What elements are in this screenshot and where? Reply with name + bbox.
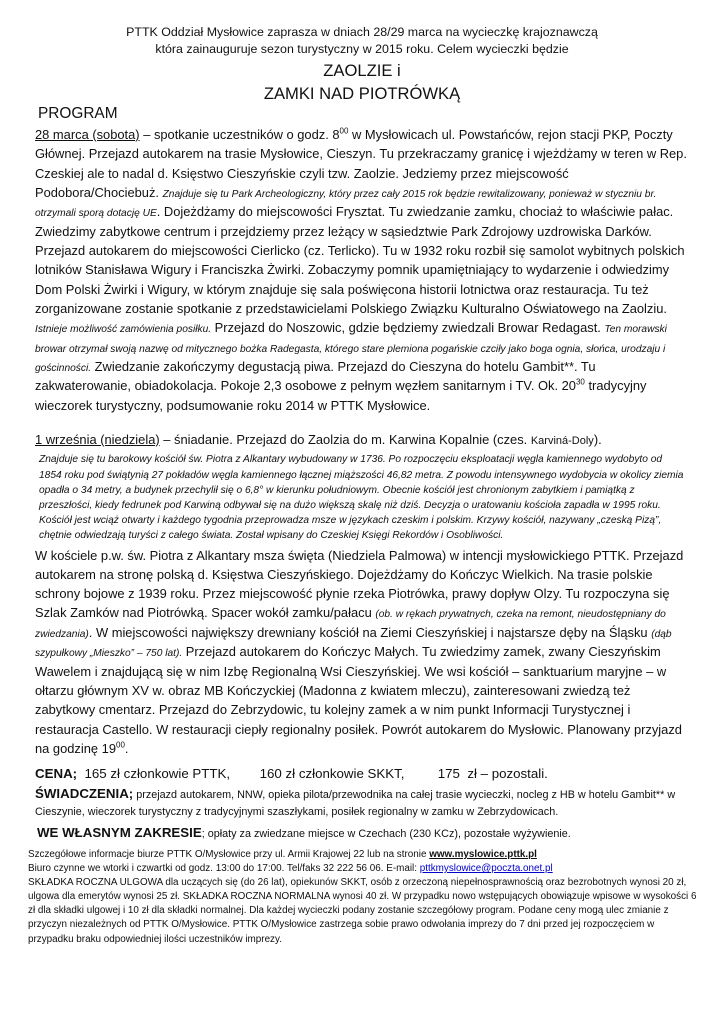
day2-section — [35, 430, 692, 758]
day1-text-3: Przejazd do Noszowic, gdzie będziemy zwiedzali Browar Redagast. — [211, 320, 605, 336]
intro-text — [60, 24, 664, 58]
included-line — [35, 786, 695, 820]
day2-place-czech: Karviná-Doly — [530, 435, 594, 447]
price-line — [35, 764, 695, 784]
day2-intro — [35, 430, 692, 451]
day1-note-meal: Istnieje możliwość zamówienia posiłku. — [35, 324, 212, 336]
day2-time-sup: 00 — [116, 740, 125, 750]
footer-line-2 — [28, 862, 700, 876]
day1-text-1b: w Mysłowicach ul. Powstańców, rejon stacji PKP, Poczty Głównej. Przejazd autokarem na trasie Mysłowice, Cieszyn. Tu przekraczamy granicę i wjeżdżamy w teren w Rep. Czeskiej ale to nadal d. Księstwo Cieszyńskie czyli tzw. Zaolzie. Jedziemy przez miejscowość Podobora/Chociebuż. — [35, 127, 687, 200]
day2-note-castle: (ob. w rękach prywatnych, czeka na remont, nieudostępniany do zwiedzania) — [35, 609, 666, 640]
footer-line-1 — [28, 848, 700, 862]
day1-time2-sup: 30 — [575, 378, 585, 388]
footer-office-hours: Biuro czynne we wtorki i czwartki od godz. 13:00 do 17:00. Tel/faks 32 222 56 06. E-mail: — [28, 863, 420, 875]
intro-line-1: PTTK Oddział Mysłowice zaprasza w dniach 28/29 marca na wycieczkę krajoznawczą — [126, 25, 598, 39]
day1-note-brewery: Ten morawski browar otrzymał swoją nazwę od mitycznego bożka Radegasta, którego stare plemiona pogańskie czciły jako boga ognia, słońca, urodzaju i gościnności. — [35, 324, 667, 374]
trip-title-1: ZAOLZIE i — [323, 61, 401, 80]
day2-text-4b: . — [124, 740, 129, 756]
day1-text-2: . Dojeżdżamy do miejscowości Frysztat. Tu zwiedzanie zamku, chociaż to właściwie pałac. Zwiedzimy zabytkowe centrum i przejdziemy przez leżący w sąsiedztwie Park Zdrojowy uzdrowiska Darków. Przejazd autokarem do miejscowości Cierlicko (cz. Terlicko). Tu w 1932 roku rozbił się samolot wybitnych polskich lotników Stanisława Wigury i Franciszka Żwirki. Zobaczymy pomnik upamiętniający to wydarzenie i odwiedzimy Dom Polski Żwirki i Wigury, w którym znajduje się sala poświęcona historii lotnictwa oraz restauracja. Tu też zorganizowane zostanie spotkanie z przedstawicielami Polskiego Związku Kulturalno Oświatowego na Zaolziu. — [35, 204, 685, 316]
day2-note-oak: (dąb szypułkowy „Mieszko” – 750 lat). — [35, 628, 672, 660]
day2-text-2: W kościele p.w. św. Piotra z Alkantary msza święta (Niedziela Palmowa) w intencji mysłowickiego PTTK. Przejazd autokarem na stronę polską d. Księstwa Cieszyńskiego. Dojeżdżamy do Kończyc Wielkich. Na trasie polskie schrony bojowe z 1939 roku. Przez miejscowość płynie rzeka Piotrówka, prawy dopływ Olzy. Tu rozpoczyna się Szlak Zamków nad Piotrówką. Spacer wokół zamku/pałacu — [35, 547, 684, 621]
email-link[interactable]: pttkmyslowice@poczta.onet.pl — [419, 863, 553, 875]
day1-text-4b: tradycyjny wieczorek turystyczny, podsumowanie roku 2014 w PTTK Mysłowice. — [35, 378, 647, 413]
trip-title-2: ZAMKI NAD PIOTRÓWKĄ — [263, 84, 461, 103]
day2-text-3: . W miejscowości największy drewniany kościół na Ziemi Cieszyńskiej i najstarsze dęby na Śląsku — [88, 624, 652, 640]
footer-fees: SKŁADKA ROCZNA ULGOWA dla uczących się (do 26 lat), opiekunów SKKT, osób z orzeczoną niepełnosprawnością oraz bezrobotnych wynosi 20 zł, ulgowa dla emerytów wynosi 25 zł. SKŁADKA ROCZNA NORMALNA wynosi 40 zł. W przypadku nowo wstępujących obowiązuje wpisowe w wysokości 6 zł dla składki ulgowej i 10 zł dla składki normalnej. Dla każdej wycieczki podany zostanie szczegółowy program. Podane ceny mogą ulec zmianie z przyczyn niezależnych od PTTK O/Mysłowice. PTTK O/Mysłowice zastrzega sobie prawo odwołania imprezy do 7 dni przed jej rozpoczęciem w przypadku braku odpowiedniej ilości uczestników imprezy. — [28, 877, 697, 945]
day1-text-4a: Zwiedzanie zakończymy degustacją piwa. Przejazd do Cieszyna do hotelu Gambit**. Tu zakwaterowanie, obiadokolacja. Pokoje 2,3 osobowe z pełnym węzłem sanitarnym i TV. Ok. 20 — [35, 359, 596, 394]
day2-church-note: Znajduje się tu barokowy kościół św. Piotra z Alkantary wybudowany w 1736. Po rozpoczęciu eksploatacji węgla kamiennego wydobyto od 1854 roku pod świątynią 27 pokładów węgla kamiennego łącznej miąższości 46,82 metra. Z powodu intensywnego wydobycia w okolicy ziemia opadła o 34 metry, a budynek przechylił się o 6,8° w kierunku południowym. Obecnie kościół jest chronionym zabytkiem i pamiątką z przeszłości, kiedy fedrunek pod Karwiną odbywał się na dużo większą skalę niż dziś. Decyzja o uratowaniu kościoła zapadła w 1995 roku. Kościół jest wciąż otwarty i każdego tygodnia przeprowadza msze w językach czeskim i polskim. Krzywy kościół, nazywany „czeską Pizą”, chętnie odwiedzają turyści z całego świata. Został wpisany do Czeskiej Księgi Rekordów i Osobliwości. — [39, 454, 684, 542]
own-expense-line — [35, 823, 695, 844]
website-link[interactable]: www.myslowice.pttk.pl — [429, 849, 537, 860]
day2-text-1: – śniadanie. Przejazd do Zaolzia do m. Karwina Kopalnie (czes. — [159, 432, 531, 447]
day1-note-park: Znajduje się tu Park Archeologiczny, który przez cały 2015 rok będzie rewitalizowany, ponieważ w styczniu br. otrzymali sporą dotację UE — [35, 188, 657, 220]
day1-date: 28 marca (sobota) — [35, 127, 140, 142]
prices-section — [35, 764, 695, 844]
footer-info — [28, 848, 700, 947]
footer-info-text: Szczegółowe informacje biurze PTTK O/Mysłowice przy ul. Armii Krajowej 22 lub na stronie — [28, 849, 430, 860]
own-expense-label: WE WŁASNYM ZAKRESIE — [37, 825, 202, 840]
day1-section — [35, 125, 692, 415]
included-label: ŚWIADCZENIA; — [35, 786, 134, 801]
included-text: przejazd autokarem, NNW, opieka pilota/przewodnika na całej trasie wycieczki, nocleg z HB w hotelu Gambit** w Cieszynie, wieczorek turystyczny z tradycyjnymi szaszłykami, posiłek regionalny w zamku w Zebrzydowicach. — [35, 789, 676, 818]
own-expense-text: ; opłaty za zwiedzane miejsce w Czechach (230 KCz), pozostałe wyżywienie. — [201, 828, 571, 840]
day1-time-sup: 00 — [339, 126, 349, 136]
price-values: 165 zł członkowie PTTK, 160 zł członkowie SKKT, 175 zł – pozostali. — [77, 766, 548, 781]
day1-text-1a: – spotkanie uczestników o godz. 8 — [139, 127, 340, 142]
day2-date: 1 września (niedziela) — [35, 432, 160, 447]
day2-body — [35, 546, 692, 759]
program-heading: PROGRAM — [38, 105, 118, 122]
day2-text-1-end: ). — [593, 432, 602, 447]
price-label: CENA; — [35, 766, 78, 781]
intro-line-2: która zainauguruje sezon turystyczny w 2015 roku. Celem wycieczki będzie — [155, 42, 569, 56]
day2-text-4a: Przejazd autokarem do Kończyc Małych. Tu zwiedzimy zamek, zwany Cieszyńskim Wawelem i znajdującą się w nim Izbę Regionalną Wsi Cieszyńskiej. We wsi kościół – sanktuarium maryjne – w ołtarzu głównym XV w. obraz MB Kończyckiej (Madonna z kwiatem mleczu), zainteresowani zwiedzą też zabytkowy cmentarz. Przejazd do Zebrzydowic, tu kolejny zamek a w nim punkt Informacji Turystycznej i restauracja Castello. W restauracji ciepły regionalny posiłek. Powrót autokarem do Mysłowic. Planowany przyjazd na godzinę 19 — [35, 644, 682, 756]
